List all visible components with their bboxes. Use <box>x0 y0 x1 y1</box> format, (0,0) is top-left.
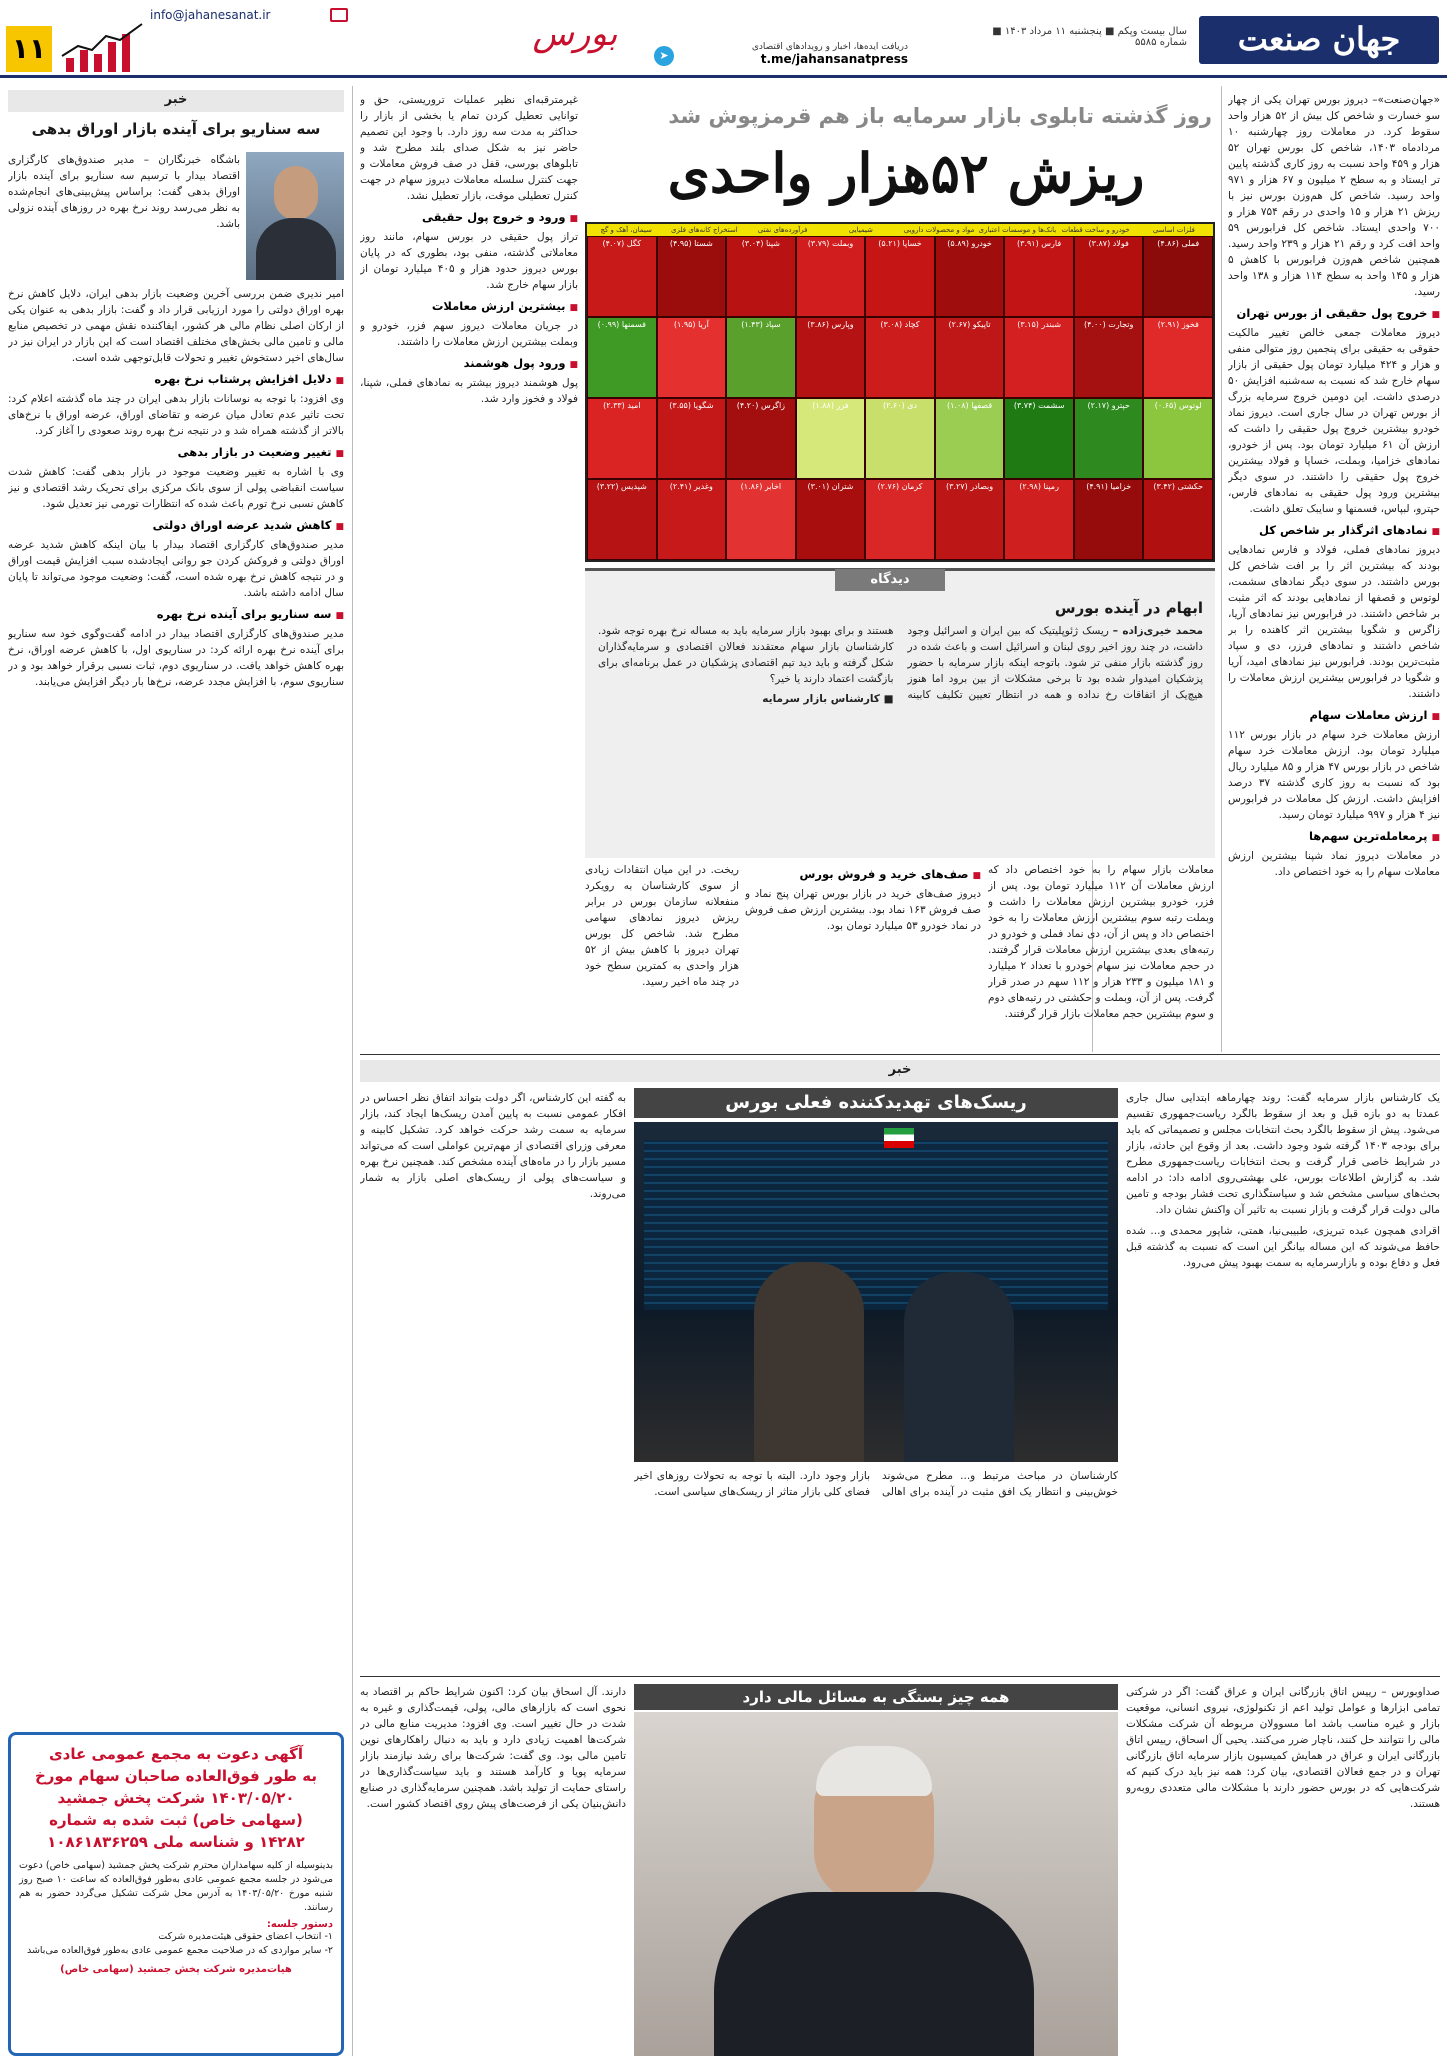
opinion-box <box>585 568 1215 858</box>
treemap-cell: دی (۲.۶۰) <box>865 398 935 479</box>
meeting-ad <box>8 1732 344 2056</box>
main-headline: ریزش ۵۲هزار واحدی <box>667 141 1145 205</box>
column-text: یک کارشناس بازار سرمایه گفت: روند چهارماهه ابتدایی سال جاری عمدتا به دو بازه قبل و بعد از سقوط بالگرد ریاست‌جمهوری تقسیم می‌شود. پیش از سقوط بالگرد بحث انتخابات مجلس و تصمیماتی که باید برای بودجه ۱۴۰۳ گرفته شود وجود داشت. بعد از وقوع این حادثه، بازار در شرایط خاصی قرار گرفت و بحث انتخابات ریاست‌جمهوری مطرح شد. به گزارش اطلاعات بورس، علی بهشتی‌روی ادامه داد: در ادامه بحث‌های سیاسی مشخص شد و سیاستگذاری تحت فشار بودجه و تامین مالی دولت قرار گرفت و بازار نسبت به تاثیر آن واکنش نشان داد. <box>1126 1092 1440 1216</box>
main-kicker: روز گذشته تابلوی بازار سرمایه باز هم قرمزپوش شد <box>668 104 1212 128</box>
subsection-body: دیروز صف‌های خرید در بازار بورس تهران پنج نماد و صف فروش ۱۶۳ نماد بود. بیشترین ارزش صف فروش در نماد خودرو ۵۳ میلیارد تومان بود. <box>745 888 981 932</box>
subsection-body: مدیر صندوق‌های کارگزاری اقتصاد بیدار در ادامه گفت‌وگوی خود سه سناریو برای آینده نرخ بهره ارائه کرد: در سناریوی اول، با کاهش عرضه اوراق، نرخ بهره کاهش خواهد یافت. در سناریوی دوم، ثبات نسبی برقرار خواهد بود و در سناریوی سوم، با افزایش مجدد عرضه، نرخ‌ها بار دیگر افزایش می‌یابند. <box>8 628 344 688</box>
bond-story-body <box>8 286 344 1726</box>
bond-story-lead <box>8 152 240 282</box>
sector-label: فلزات اساسی <box>1152 226 1195 234</box>
ad-title-line: (سهامی خاص) ثبت شده به شماره <box>49 1811 303 1829</box>
treemap-cell: وتجارت (۴.۰۰) <box>1074 317 1144 398</box>
treemap-cell: امید (۲.۳۳) <box>587 398 657 479</box>
subhead-smart-money: ■ ورود پول هوشمند <box>360 355 578 373</box>
sector-label: سیمان، آهک و گچ <box>600 226 652 234</box>
opinion-body <box>598 623 1203 851</box>
treemap-cell: زاگرس (۴.۲۰) <box>726 398 796 479</box>
subhead-trade-value: ■ ارزش معاملات سهام <box>1228 707 1440 725</box>
treemap-cell: وغدیر (۲.۴۱) <box>657 479 727 560</box>
newspaper-logo: جهان صنعت <box>1199 16 1439 64</box>
treemap-cell: کچاد (۳.۰۸) <box>865 317 935 398</box>
stock-chart-icon <box>58 20 148 75</box>
main-story-column-1 <box>1228 92 1440 1052</box>
person-silhouette-left <box>754 1262 864 1462</box>
ad-title <box>19 1743 333 1853</box>
subsection-body: وی افزود: با توجه به نوسانات بازار بدهی ایران در چند ماه گذشته اعلام کرد: تحت تاثیر عدم تعادل میان عرضه و تقاضای اوراق، عرضه اوراق با نرخ‌های بالاتر از گذشته همراه شد و در نتیجه نرخ بهره روند صعودی را آغاز کرد. <box>8 393 344 437</box>
subhead-most-traded: ■ پرمعامله‌ترین سهم‌ها <box>1228 828 1440 846</box>
column-text: دارند. آل اسحاق بیان کرد: اکنون شرایط حاکم بر اقتصاد به نحوی است که بازارهای مالی، پولی، قیمت‌گذاری و غیره به شدت در حال تغییر است. وی افزود: مدیریت منابع مالی در شرکت‌ها اهمیت زیادی دارد و باید به دنبال راهکارهای نوین تامین مالی بود. وی گفت: شرکت‌ها برای رشد نیازمند بازار سرمایه پویا و کارآمد هستند و باید سیاست‌گذاری‌ها در راستای حمایت از تولید باشد. همچنین سرمایه‌گذاری در صنایع دانش‌بنیان یکی از فرصت‌های پیش روی اقتصاد کشور است. <box>360 1686 626 1810</box>
treemap-cell: فملی (۴.۸۶) <box>1143 236 1213 317</box>
main-story-column-2 <box>988 862 1214 1050</box>
speaker-portrait-photo <box>634 1712 1118 2056</box>
page-number: ۱۱ <box>6 26 52 72</box>
subhead-rate-drivers: ■ دلایل افزایش پرشتاب نرخ بهره <box>8 371 344 389</box>
opinion-title: ابهام در آینده بورس <box>1054 599 1203 617</box>
trading-floor-photo <box>634 1122 1118 1462</box>
column-text: اقرادی همچون عبده تبریزی، طبیبی‌نیا، همتی، شاپور محمدی و... شده حافظ می‌شوند که این مساله بیانگر این است که نسبت به گذشته قبل فعل و دفاع بوده و بازارسرمایه به سمت بهبود پیش می‌رود. <box>1126 1225 1440 1269</box>
opinion-author: محمد خیری‌زاده – <box>1112 625 1203 637</box>
ad-agenda-title: دستور جلسه: <box>266 1919 333 1930</box>
ad-agenda-item: ۱- انتخاب اعضای حقوقی هیئت‌مدیره شرکت <box>158 1931 333 1942</box>
news-tag: خبر <box>360 1060 1440 1082</box>
ad-title-line: آگهی دعوت به مجمع عمومی عادی <box>48 1745 304 1763</box>
treemap-cell: حکشتی (۳.۴۲) <box>1143 479 1213 560</box>
treemap-cell: شگویا (۳.۵۵) <box>657 398 727 479</box>
risk-story-left-column <box>360 1090 626 1672</box>
finance-story-right-column <box>1126 1684 1440 2056</box>
column-text: صداوبورس – رییس اتاق بازرگانی ایران و عراق گفت: اگر در شرکتی تمامی ابزارها و عوامل تولید اعم از تکنولوژی، نیروی انسانی، موقعیت بازار و غیره مناسب باشد اما مسوولان مربوطه آن شرکت مشکلات مالی را نتوانند حل کنند، ناچار ضرر می‌کنند. یحیی آل اسحاق، رییس اتاق بازرگانی ایران و عراق در همایش کمیسیون بازار سرمایه اتاق بازرگانی تهران و در جمع فعالان اقتصادی، بیان کرد: همه نیز باید درک کنیم که شرکت‌هایی که در بورس حضور دارند با مشکلات مالی متعددی روبه‌رو هستند. <box>1126 1686 1440 1810</box>
speaker-hair <box>816 1746 932 1796</box>
treemap-cell: رمپنا (۲.۹۸) <box>1004 479 1074 560</box>
ad-agenda-item: ۲- سایر مواردی که در صلاحیت مجمع عمومی عادی به‌طور فوق‌العاده می‌باشد <box>26 1945 333 1956</box>
treemap-cell: لوتوس (۰.۶۵) <box>1143 398 1213 479</box>
sector-label: خودرو و ساخت قطعات <box>1061 226 1130 234</box>
treemap-cell: سشمت (۳.۷۴) <box>1004 398 1074 479</box>
treemap-sector-bar <box>587 224 1213 236</box>
sector-label: مواد و محصولات دارویی <box>903 226 975 234</box>
treemap-cell: شپدیس (۳.۲۲) <box>587 479 657 560</box>
column-text: امیر ندیری ضمن بررسی آخرین وضعیت بازار بدهی ایران، دلایل کاهش نرخ بهره اوراق دولتی را مورد ارزیابی قرار داد و گفت: بازار بدهی به عنوان یکی از ارکان اصلی نظام مالی هر کشور، ایفاکننده نقش مهمی در تخصیص منابع مالی و تامین مالی بخش‌های مختلف اقتصاد است که این بازار در ایران نیز در سال‌های اخیر دستخوش تغییر و تحولات قابل‌توجهی شده است. <box>8 288 344 364</box>
column-text: باشگاه خبرنگاران – مدیر صندوق‌های کارگزاری اقتصاد بیدار با ترسیم سه سناریو برای آینده بازار اوراق بدهی گفت: براساس پیش‌بینی‌های انجام‌شده به نظر می‌رسد روند نرخ بهره در روزهای آینده نزولی باشد. <box>8 154 240 230</box>
subsection-body: در جریان معاملات دیروز سهم فزر، خودرو و وبملت بیشترین ارزش معاملات را داشتند. <box>360 320 578 348</box>
subsection-body: ارزش معاملات خرد سهام در بازار بورس ۱۱۲ میلیارد تومان بود. ارزش معاملات خرد سهام شاخص در بازار بورس ۴۷ هزار و ۸۵ میلیارد ریال بود که نسبت به روز کاری گذشته ۳۷ درصد افزایش داشت. ارزش کل معاملات در فرابورس نیز ۴ هزار و ۹۹۷ میلیارد تومان رسید. <box>1228 729 1440 821</box>
main-story-column-3 <box>745 862 981 1050</box>
iran-flag <box>884 1128 914 1148</box>
main-story-lead: «جهان‌صنعت»– دیروز بورس تهران یکی‌ از‌ چهار سو خسارت و شاخص کل بیش از ۵۲ هزار واحد سقوط کرد. در معاملات روز چهارشنبه ۱۰ مرداد‌ماه ۱۴۰۳، شاخص کل بورس تهران ۵۲ هزار و ۴۵۹ واحد نسبت به روز کاری گذشته پایین تر ایستاد و به سطح ۲ میلیون و ۶۷ هزار و ۹۷۱ واحد رسید. شاخص کل هم‌وزن بورس نیز با ریزش ۲۱ هزار و ۱۵ واحدی در رقم ۷۵۴ هزار و ۷۰۰ واحدی ایستاد. شاخص کل فرابورس ۵۹ واحد افت کرد و رقم ۲۱ هزار و ۲۳۹ واحد رسید. همچنین شاخص هم‌وزن فرابورس با کاهش ۵ هزار و ۱۴۵ واحد به سطح ۱۱۴ هزار و ۱۳۸ واحد رسید. <box>1228 94 1440 298</box>
subsection-body: مدیر صندوق‌های کارگزاری اقتصاد بیدار با بیان اینکه کاهش شدید عرضه اوراق دولتی و فروکش کردن جو روانی ایجاد‌شده سبب افزایش قیمت اوراق و در نتیجه کاهش نرخ بهره شده است، گفت: وضعیت موجود می‌تواند تا پایان سال ادامه داشته باشد. <box>8 539 344 599</box>
risk-story-bottom <box>634 1468 1118 1672</box>
subhead-market-change: ■ تغییر وضعیت در بازار بدهی <box>8 444 344 462</box>
treemap-cell: خودرو (۵.۸۹) <box>935 236 1005 317</box>
sector-label: شیمیایی <box>848 226 873 234</box>
treemap-cell: اخابر (۱.۸۶) <box>726 479 796 560</box>
issue-info: سال بیست وپکم ■ پنجشنبه ۱۱ مرداد ۱۴۰۳ ■ شماره ۵۵۸۵ <box>992 26 1187 48</box>
subsection-body: دیروز معاملات جمعی خالص تغییر مالکیت حقوقی به حقیقی برای پنجمین روز متوالی منفی و هزار و ۴۲۴ میلیارد تومان پول حقیقی از بازار سهام خارج شد که نسبت به سه‌شنبه افزایش ۵۰ درصدی داشت. این دومین خروج سرمایه بزرگ از بورس تهران در سال جاری است. دیروز نماد خودرو بیشترین خروج پول حقیقی را داشت که ارزش آن ۶۱ میلیارد تومان بود. پس از خودرو، نمادهای خزامیا، وبملت، خساپا و فولاد بیشترین خروج پول حقیقی را داشتند. در سوی دیگر بیشترین ورود پول حقیقی به نمادهای فارس، حپترو، لبپاس، فسمنها و سایبک تعلق داشت. <box>1228 327 1440 515</box>
treemap-cell: شستا (۴.۹۵) <box>657 236 727 317</box>
treemap-cell: تاپیکو (۲.۶۷) <box>935 317 1005 398</box>
treemap-cell: سپاد (۱.۴۳) <box>726 317 796 398</box>
sector-label: بانک‌ها و موسسات اعتباری <box>978 226 1057 234</box>
treemap-cell: کگل (۴.۰۷) <box>587 236 657 317</box>
subhead-real-money-outflow: ■ خروج پول حقیقی از بورس تهران <box>1228 305 1440 323</box>
opinion-signature: ■ کارشناس بازار سرمایه <box>762 693 894 705</box>
treemap-cell: فولاد (۳.۸۷) <box>1074 236 1144 317</box>
sector-label: فرآورده‌های نفتی <box>757 226 808 234</box>
ad-footer: هیات‌مدیره شرکت پخش جمشید (سهامی خاص) <box>60 1964 292 1975</box>
telegram-icon: ➤ <box>654 46 674 66</box>
finance-story-headline: همه چیز بستگی به مسائل مالی دارد <box>634 1684 1118 1710</box>
opinion-tag: دیدگاه <box>835 569 945 591</box>
risk-story-right-column <box>1126 1090 1440 1672</box>
treemap-cell: فزر (۱.۸۸) <box>796 398 866 479</box>
telegram-promo-text: دریافت ایده‌ها، اخبار و رویدادهای اقتصادی <box>751 42 908 52</box>
column-text: به گفته این کارشناس، اگر دولت بتواند اتفاق نظر احساس در افکار عمومی نسبت به پایین آمدن ریسک‌ها ایجاد کند، بازار سرمایه به سمت رشد حرکت خواهد کرد. تشکیل کابینه و معرفی وزرای اقتصادی از مهم‌ترین عواملی است که می‌تواند مسیر بازار را در ماه‌های آینده مشخص کند. همچنین نرخ بهره و سیاست‌های پولی از ریسک‌های اصلی بازار به شمار می‌روند. <box>360 1092 626 1200</box>
subhead-top-value: ■ بیشترین ارزش معاملات <box>360 298 578 316</box>
person-silhouette-right <box>904 1272 1014 1462</box>
ad-title-line: ۱۴۰۳/۰۵/۲۰ شرکت پخش جمشید <box>57 1789 295 1807</box>
ticker-board <box>644 1140 1108 1310</box>
treemap-cell: وپارس (۳.۸۶) <box>796 317 866 398</box>
treemap-cell: کرمان (۲.۷۶) <box>865 479 935 560</box>
treemap-cell: شتران (۳.۰۱) <box>796 479 866 560</box>
treemap-cell: خساپا (۵.۲۱) <box>865 236 935 317</box>
envelope-icon <box>330 8 348 22</box>
subhead-queues: ■ صف‌های خرید و فروش بورس <box>745 866 981 884</box>
treemap-cell: قصفها (۱.۰۸) <box>935 398 1005 479</box>
treemap-cell: وبصادر (۳.۲۷) <box>935 479 1005 560</box>
opinion-text: ریسک ژئوپلیتیک که بین ایران و اسرائیل وجود داشت، در چند روز اخیر روی لبنان و اسرائیل است و باعث شده در روز گذشته بازار منفی تر شود. باتوجه اینکه بازار سرمایه با حضور پزشکیان امیدوار شده بود تا برخی مشکلات از بین برود اما هنوز هیچ‌یک از اتفاقات رخ نداده و همه در انتظار تعیین تکلیف کابینه هستند و برای بهبود بازار سرمایه باید به مساله نرخ بهره توجه شود. کارشناسان بازار سهام معتقدند فعالان اقتصادی و سرمایه‌گذاران شکل گرفته و باید دید تیم اقتصادی پزشکیان در عمل برنامه‌ای برای بازگشت اعتماد دارند یا خیر؟ <box>598 625 1203 701</box>
market-treemap <box>585 222 1215 562</box>
main-story-column-4 <box>360 92 578 858</box>
left-news-tag: خبر <box>8 90 344 112</box>
column-text: ریخت. در این میان انتقادات زیادی از سوی کارشناسان به رویکرد منفعلانه سازمان بورس در برابر ریزش دیروز نمادهای سهامی مطرح شد. شاخص کل بورس تهران دیروز با کاهش بیش از ۵۲ هزار واحدی به کمترین سطح خود در چند ماه اخیر رسید. <box>585 864 739 988</box>
finance-story-left-column <box>360 1684 626 2056</box>
telegram-link[interactable]: t.me/jahansanatpress <box>760 52 908 66</box>
subsection-body: در معاملات دیروز نماد شپنا بیشترین ارزش معاملات سهام را به خود اختصاص داد. <box>1228 850 1440 878</box>
bond-story-headline: سه سناریو برای آینده بازار اوراق بدهی <box>31 120 321 138</box>
speaker-suit <box>714 1892 1034 2056</box>
risk-story-headline: ریسک‌های تهدیدکننده فعلی بورس <box>634 1088 1118 1118</box>
treemap-cell: آریا (۱.۹۵) <box>657 317 727 398</box>
email-text: info@jahanesanat.ir <box>150 8 271 22</box>
sector-label: استخراج کانه‌های فلزی <box>671 226 738 234</box>
column-text: معاملات بازار سهام را به خود اختصاص داد که ارزش معاملات آن ۱۱۲ میلیارد تومان بود. پس از فزر، خودرو بیشترین ارزش معاملات را داشت و وبملت رتبه سوم بیشترین ارزش معاملات را به خود اختصاص داد و پس از آن، دی نماد فملی و خودرو در رتبه‌های بعدی بیشترین ارزش معاملات قرار گرفتند. در حجم معاملات نیز سهام خودرو با تعداد ۲ میلیارد و ۱۸۱ میلیون و ۲۳۳ هزار و ۱۱۲ سهم در صدر قرار گرفت. پس از آن، وبملت و حکشتی در رتبه‌های دوم و سوم بیشترین حجم معاملات بازار قرار گرفتند. <box>988 864 1214 1020</box>
ad-title-line: ۱۴۲۸۲ و شناسه ملی ۱۰۸۶۱۸۳۶۲۵۹ <box>47 1833 305 1851</box>
treemap-cell: حپترو (۲.۱۷) <box>1074 398 1144 479</box>
subhead-index-movers: ■ نمادهای اثرگذار بر شاخص کل <box>1228 522 1440 540</box>
subhead-three-scenarios: ■ سه سناریو برای آینده نرخ بهره <box>8 606 344 624</box>
expert-photo <box>246 152 344 280</box>
expert-body <box>256 218 336 280</box>
telegram-promo[interactable] <box>678 42 908 66</box>
section-title: بورس <box>532 14 618 54</box>
ad-title-line: به طور فوق‌العاده صاحبان سهام مورخ <box>35 1767 317 1785</box>
subsection-body: دیروز نمادهای فملی، فولاد و فارس نمادهایی بودند که بیشترین اثر را بر افت شاخص کل بورس داشتند. در سوی دیگر نمادهای سشمت، لوتوس و قصفها از نمادهایی بودند که اثر مثبت بر شاخص داشتند. در فرابورس نیز نمادهای آریا، زاگرس و شگویا بیشترین اثر کاهنده را بر شاخص داشتند و نمادهای فرزر، دی و سپاد مثبت‌ترین بودند. فرابورس نیز نمادهای امید، آریا و شگویا در فرابورس بیشترین ارزش معاملات را داشتند. <box>1228 544 1440 700</box>
expert-head <box>274 166 318 220</box>
subhead-supply-drop: ■ کاهش شدید عرضه اوراق دولتی <box>8 517 344 535</box>
treemap-cell: فارس (۳.۹۱) <box>1004 236 1074 317</box>
column-text: غیرمترقبه‌ای نظیر عملیات تروریستی، حق و توانایی تعطیل کردن تمام یا بخشی از بازار را حداکثر به مدت سه روز دارد. با وجود این تصمیم حاضر نیز به شکل صدای بلند مطرح شد و تابلوهای بورسی، قفل در صف فروش معاملات و جهت کنترل سلسله معاملات دیروز سهام در جهت کنترل تعطیلی موقت، بازار تعطیل نشد. <box>360 94 578 202</box>
treemap-cell: شبندر (۳.۱۵) <box>1004 317 1074 398</box>
treemap-cell: شپنا (۳.۰۴) <box>726 236 796 317</box>
column-text: کارشناسان در مباحث مرتبط و... مطرح می‌شوند خوش‌بینی و انتظار یک افق مثبت در آینده برای اهالی بازار وجود دارد. البته با توجه به تحولات روزهای اخیر فضای کلی بازار متاثر از ریسک‌های سیاسی است. <box>634 1470 1118 1498</box>
subsection-body: تراز پول حقیقی در بورس سهام، مانند روز معاملاتی گذشته، منفی بود، بطوری که در پایان بورس دیروز حدود هزار و ۴۰۵ میلیارد تومان از بازار سهام خارج شد. <box>360 231 578 291</box>
treemap-cell: فسمنها (۰.۹۹) <box>587 317 657 398</box>
masthead <box>0 0 1447 78</box>
main-story-column-3b <box>585 862 739 1050</box>
ad-body: بدینوسیله از کلیه سهامداران محترم شرکت پخش جمشید (سهامی خاص) دعوت می‌شود در جلسه مجمع عمومی عادی به‌طور فوق‌العاده که ساعت ۱۰ صبح روز شنبه مورخ ۱۴۰۳/۰۵/۲۰ به آدرس محل شرکت تشکیل می‌گردد حضور به هم رسانند. <box>19 1860 333 1913</box>
treemap-cell: فخوز (۲.۹۱) <box>1143 317 1213 398</box>
treemap-cell: خزامیا (۴.۹۱) <box>1074 479 1144 560</box>
subsection-body: وی با اشاره به تغییر وضعیت موجود در بازار بدهی گفت: کاهش شدت سیاست انقباضی پولی از سوی بانک مرکزی برای تحریک رشد اقتصادی و نیز کاهش نسبی نرخ تورم باعث شده که انتظارات تورمی نیز تعدیل شود. <box>8 466 344 510</box>
treemap-cell: وبملت (۳.۷۹) <box>796 236 866 317</box>
subsection-body: پول هوشمند دیروز بیشتر به نمادهای فملی، شپنا، فولاد و فخوز وارد شد. <box>360 377 578 405</box>
treemap-cells <box>587 236 1213 560</box>
subhead-money-flow: ■ ورود و خروج پول حقیقی <box>360 209 578 227</box>
